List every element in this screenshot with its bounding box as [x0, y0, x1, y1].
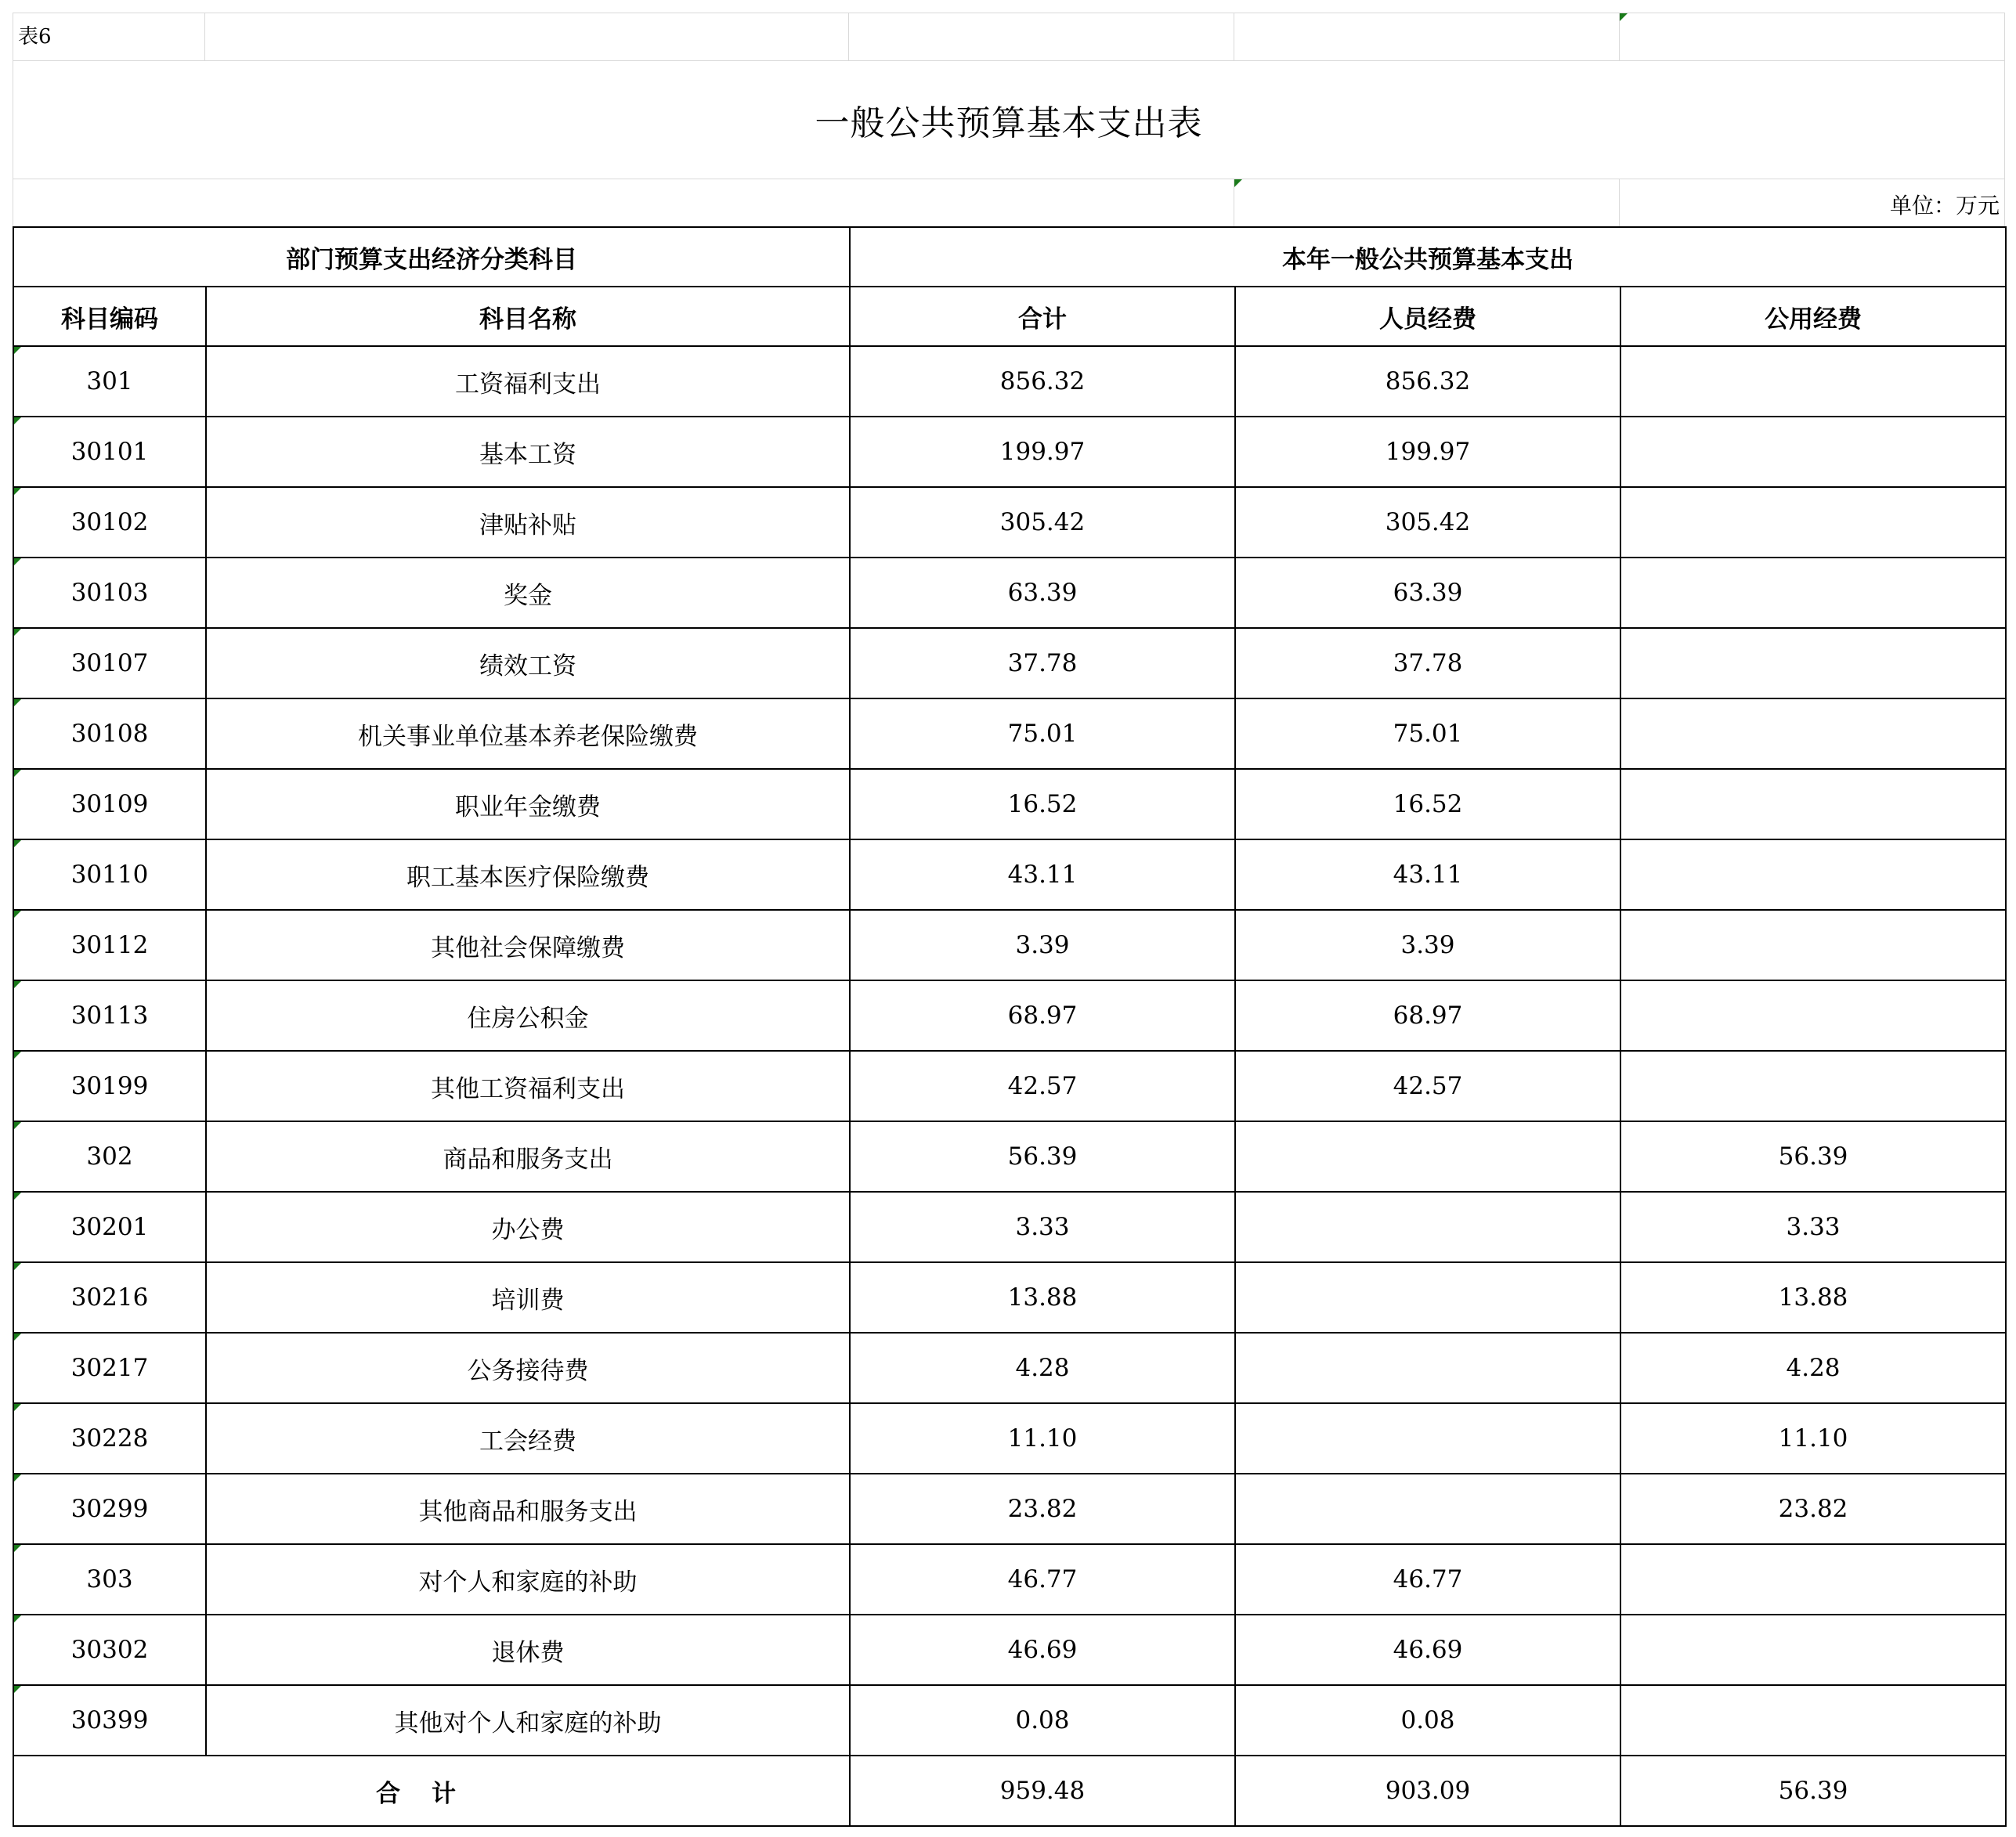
cell-personnel[interactable]: [1235, 1685, 1620, 1756]
cell-total[interactable]: [850, 346, 1235, 417]
cell-personnel[interactable]: [1235, 558, 1620, 628]
expenditure-table: [13, 226, 2007, 1827]
table-row: [13, 980, 2006, 1051]
total-text: 0.08: [1015, 1706, 1070, 1734]
cell-name[interactable]: [206, 839, 850, 910]
cell-public[interactable]: [1620, 346, 2006, 417]
empty-cell[interactable]: [1234, 13, 1620, 60]
name-text: 津贴补贴: [479, 511, 576, 540]
cell-code[interactable]: [13, 1615, 206, 1685]
cell-note-marker-icon: [14, 1193, 21, 1200]
cell-name[interactable]: [206, 910, 850, 980]
cell-code[interactable]: [13, 417, 206, 487]
table-row: [13, 558, 2006, 628]
code-text: 302: [86, 1142, 133, 1171]
personnel-text: 42.57: [1393, 1072, 1463, 1100]
table-row: [13, 1474, 2006, 1544]
name-text: 其他对个人和家庭的补助: [394, 1709, 662, 1738]
cell-public[interactable]: [1620, 980, 2006, 1051]
cell-name[interactable]: [206, 1333, 850, 1403]
totals-row: [13, 1756, 2006, 1826]
cell-note-marker-icon: [14, 1615, 21, 1622]
total-text: 305.42: [999, 508, 1086, 536]
name-text: 绩效工资: [479, 651, 576, 680]
cell-name[interactable]: [206, 487, 850, 558]
code-text: 30217: [70, 1354, 149, 1382]
table-row: [13, 1403, 2006, 1474]
cell-public[interactable]: [1620, 1403, 2006, 1474]
cell-note-marker-icon: [14, 699, 21, 706]
cell-name[interactable]: [206, 1262, 850, 1333]
cell-total[interactable]: [850, 558, 1235, 628]
header-total[interactable]: 合计: [850, 287, 1235, 346]
name-text: 办公费: [491, 1215, 565, 1244]
total-text: 43.11: [1007, 861, 1078, 889]
cell-note-marker-icon: [14, 1263, 21, 1270]
cell-total[interactable]: [850, 839, 1235, 910]
total-text: 75.01: [1007, 720, 1078, 748]
cell-code[interactable]: [13, 980, 206, 1051]
cell-note-marker-icon: [14, 629, 21, 636]
unit-row: [13, 179, 2005, 226]
cell-name[interactable]: [206, 1685, 850, 1756]
totals-total[interactable]: 959.48: [850, 1756, 1235, 1826]
table-row: [13, 1333, 2006, 1403]
code-text: 30112: [70, 931, 149, 959]
cell-public[interactable]: [1620, 1474, 2006, 1544]
cell-name[interactable]: [206, 558, 850, 628]
cell-code[interactable]: [13, 1333, 206, 1403]
cell-code[interactable]: [13, 1192, 206, 1262]
cell-code[interactable]: [13, 1051, 206, 1121]
code-text: 30102: [70, 508, 149, 536]
cell-note-marker-icon: [14, 1122, 21, 1129]
code-text: 30299: [70, 1495, 149, 1523]
cell-note-marker-icon: [14, 347, 21, 354]
cell-total[interactable]: [850, 1192, 1235, 1262]
cell-note-marker-icon: [14, 840, 21, 847]
title-row[interactable]: [13, 61, 2005, 179]
cell-note-marker-icon: [14, 1545, 21, 1552]
cell-code[interactable]: [13, 1121, 206, 1192]
cell-note-marker-icon: [14, 1474, 21, 1482]
table-row: [13, 628, 2006, 698]
cell-note-marker-icon: [1620, 13, 1628, 21]
table-row: [13, 769, 2006, 839]
cell-code[interactable]: [13, 769, 206, 839]
cell-personnel[interactable]: [1235, 1474, 1620, 1544]
cell-total[interactable]: [850, 1685, 1235, 1756]
personnel-text: 63.39: [1393, 579, 1463, 607]
total-text: 3.39: [1015, 931, 1070, 959]
code-text: 30199: [70, 1072, 149, 1100]
table-row: [13, 1615, 2006, 1685]
cell-public[interactable]: [1620, 1051, 2006, 1121]
personnel-text: 856.32: [1385, 367, 1471, 395]
cell-total[interactable]: [850, 1333, 1235, 1403]
cell-public[interactable]: [1620, 1615, 2006, 1685]
cell-note-marker-icon: [1234, 179, 1242, 187]
cell-code[interactable]: [13, 1474, 206, 1544]
total-text: 37.78: [1007, 649, 1078, 677]
cell-personnel[interactable]: [1235, 1192, 1620, 1262]
cell-name[interactable]: [206, 1544, 850, 1615]
sheet-label-cell[interactable]: [13, 13, 205, 60]
cell-note-marker-icon: [14, 1686, 21, 1693]
name-text: 工会经费: [479, 1427, 576, 1456]
cell-name[interactable]: [206, 1403, 850, 1474]
cell-total[interactable]: [850, 628, 1235, 698]
cell-public[interactable]: [1620, 1121, 2006, 1192]
cell-total[interactable]: [850, 487, 1235, 558]
cell-public[interactable]: [1620, 910, 2006, 980]
totals-public[interactable]: 56.39: [1620, 1756, 2006, 1826]
name-text: 其他商品和服务支出: [418, 1497, 638, 1526]
total-text: 4.28: [1015, 1354, 1070, 1382]
code-text: 301: [86, 367, 133, 395]
table-row: [13, 698, 2006, 769]
cell-total[interactable]: [850, 1474, 1235, 1544]
header-public[interactable]: 公用经费: [1620, 287, 2006, 346]
cell-code[interactable]: [13, 1544, 206, 1615]
header-column-row: [13, 287, 2006, 346]
cell-name[interactable]: [206, 346, 850, 417]
total-text: 63.39: [1007, 579, 1078, 607]
personnel-text: 0.08: [1400, 1706, 1455, 1734]
cell-public[interactable]: [1620, 1333, 2006, 1403]
total-text: 856.32: [999, 367, 1086, 395]
personnel-text: 68.97: [1393, 1002, 1463, 1030]
name-text: 其他社会保障缴费: [431, 933, 625, 962]
name-text: 工资福利支出: [455, 370, 601, 399]
cell-name[interactable]: [206, 769, 850, 839]
total-text: 68.97: [1007, 1002, 1078, 1030]
public-text: 3.33: [1786, 1213, 1841, 1241]
table-row: [13, 1685, 2006, 1756]
cell-total[interactable]: [850, 417, 1235, 487]
cell-public[interactable]: [1620, 1685, 2006, 1756]
name-text: 奖金: [504, 581, 552, 610]
cell-total[interactable]: [850, 1544, 1235, 1615]
cell-personnel[interactable]: [1235, 839, 1620, 910]
cell-name[interactable]: [206, 417, 850, 487]
unit-label: 单位：万元: [1889, 193, 2000, 218]
cell-personnel[interactable]: [1235, 487, 1620, 558]
code-text: 30107: [70, 649, 149, 677]
total-text: 13.88: [1007, 1283, 1078, 1312]
header-economic-category[interactable]: 部门预算支出经济分类科目: [13, 227, 850, 287]
cell-total[interactable]: [850, 698, 1235, 769]
cell-name[interactable]: [206, 1192, 850, 1262]
cell-code[interactable]: [13, 346, 206, 417]
cell-personnel[interactable]: [1235, 417, 1620, 487]
totals-label-text: 合计: [376, 1779, 487, 1808]
cell-note-marker-icon: [14, 1052, 21, 1059]
total-text: 46.77: [1007, 1565, 1078, 1593]
cell-personnel[interactable]: [1235, 1262, 1620, 1333]
cell-public[interactable]: [1620, 628, 2006, 698]
header-code[interactable]: 科目编码: [13, 287, 206, 346]
cell-code[interactable]: [13, 558, 206, 628]
name-text: 对个人和家庭的补助: [418, 1568, 638, 1597]
cell-code[interactable]: [13, 698, 206, 769]
table-row: [13, 1262, 2006, 1333]
cell-note-marker-icon: [14, 770, 21, 777]
cell-total[interactable]: [850, 1262, 1235, 1333]
header-name[interactable]: 科目名称: [206, 287, 850, 346]
sheet-label-row: [13, 13, 2005, 61]
cell-personnel[interactable]: [1235, 1051, 1620, 1121]
total-text: 11.10: [1007, 1424, 1078, 1453]
code-text: 30101: [70, 438, 149, 466]
cell-total[interactable]: [850, 1051, 1235, 1121]
header-group-row: [13, 227, 2006, 287]
totals-personnel[interactable]: 903.09: [1235, 1756, 1620, 1826]
empty-cell[interactable]: [1234, 179, 1620, 226]
cell-note-marker-icon: [14, 488, 21, 495]
empty-cell[interactable]: [1620, 13, 2005, 60]
code-text: 30109: [70, 790, 149, 818]
code-text: 30113: [70, 1002, 149, 1030]
name-text: 商品和服务支出: [443, 1145, 613, 1174]
total-text: 23.82: [1007, 1495, 1078, 1523]
cell-personnel[interactable]: [1235, 1333, 1620, 1403]
total-text: 3.33: [1015, 1213, 1070, 1241]
cell-public[interactable]: [1620, 417, 2006, 487]
cell-public[interactable]: [1620, 1262, 2006, 1333]
table-row: [13, 487, 2006, 558]
code-text: 30399: [70, 1706, 149, 1734]
total-text: 46.69: [1007, 1636, 1078, 1664]
cell-name[interactable]: [206, 1121, 850, 1192]
cell-code[interactable]: [13, 487, 206, 558]
personnel-text: 16.52: [1393, 790, 1463, 818]
public-text: 4.28: [1786, 1354, 1841, 1382]
name-text: 职业年金缴费: [455, 792, 601, 821]
name-text: 机关事业单位基本养老保险缴费: [358, 722, 698, 751]
code-text: 30108: [70, 720, 149, 748]
cell-total[interactable]: [850, 1403, 1235, 1474]
code-text: 30201: [70, 1213, 149, 1241]
cell-personnel[interactable]: [1235, 1403, 1620, 1474]
cell-personnel[interactable]: [1235, 1544, 1620, 1615]
cell-public[interactable]: [1620, 698, 2006, 769]
cell-public[interactable]: [1620, 1544, 2006, 1615]
public-text: 13.88: [1778, 1283, 1848, 1312]
name-text: 退休费: [491, 1638, 565, 1667]
unit-cell[interactable]: [1620, 179, 2005, 226]
cell-code[interactable]: [13, 1685, 206, 1756]
cell-name[interactable]: [206, 1615, 850, 1685]
cell-total[interactable]: [850, 910, 1235, 980]
cell-personnel[interactable]: [1235, 980, 1620, 1051]
cell-public[interactable]: [1620, 839, 2006, 910]
cell-name[interactable]: [206, 980, 850, 1051]
name-text: 住房公积金: [467, 1004, 589, 1033]
cell-total[interactable]: [850, 980, 1235, 1051]
table-row: [13, 1544, 2006, 1615]
name-text: 培训费: [491, 1286, 565, 1315]
code-text: 303: [86, 1565, 133, 1593]
cell-personnel[interactable]: [1235, 346, 1620, 417]
personnel-text: 46.77: [1393, 1565, 1463, 1593]
personnel-text: 37.78: [1393, 649, 1463, 677]
cell-note-marker-icon: [14, 1334, 21, 1341]
cell-personnel[interactable]: [1235, 628, 1620, 698]
name-text: 公务接待费: [467, 1356, 589, 1385]
cell-personnel[interactable]: [1235, 1121, 1620, 1192]
totals-label[interactable]: [13, 1756, 850, 1826]
cell-total[interactable]: [850, 769, 1235, 839]
cell-code[interactable]: [13, 628, 206, 698]
cell-note-marker-icon: [14, 1404, 21, 1411]
cell-code[interactable]: [13, 910, 206, 980]
cell-name[interactable]: [206, 1051, 850, 1121]
table-row: [13, 346, 2006, 417]
cell-name[interactable]: [206, 1474, 850, 1544]
cell-note-marker-icon: [14, 911, 21, 918]
total-text: 42.57: [1007, 1072, 1078, 1100]
personnel-text: 199.97: [1385, 438, 1471, 466]
public-text: 11.10: [1778, 1424, 1848, 1453]
code-text: 30110: [70, 861, 149, 889]
cell-personnel[interactable]: [1235, 1615, 1620, 1685]
name-text: 其他工资福利支出: [431, 1074, 625, 1103]
cell-public[interactable]: [1620, 1192, 2006, 1262]
cell-name[interactable]: [206, 698, 850, 769]
personnel-text: 43.11: [1393, 861, 1463, 889]
cell-public[interactable]: [1620, 487, 2006, 558]
cell-total[interactable]: [850, 1615, 1235, 1685]
table-row: [13, 1051, 2006, 1121]
total-text: 199.97: [999, 438, 1086, 466]
cell-total[interactable]: [850, 1121, 1235, 1192]
cell-code[interactable]: [13, 1403, 206, 1474]
cell-public[interactable]: [1620, 558, 2006, 628]
table-row: [13, 417, 2006, 487]
table-row: [13, 910, 2006, 980]
public-text: 56.39: [1778, 1142, 1848, 1171]
table-row: [13, 839, 2006, 910]
code-text: 30228: [70, 1424, 149, 1453]
cell-code[interactable]: [13, 1262, 206, 1333]
budget-sheet: [13, 13, 2005, 1827]
code-text: 30216: [70, 1283, 149, 1312]
cell-note-marker-icon: [14, 417, 21, 424]
empty-cell[interactable]: [205, 13, 849, 60]
personnel-text: 305.42: [1385, 508, 1471, 536]
table-row: [13, 1192, 2006, 1262]
code-text: 30302: [70, 1636, 149, 1664]
personnel-text: 3.39: [1400, 931, 1455, 959]
total-text: 16.52: [1007, 790, 1078, 818]
name-text: 基本工资: [479, 440, 576, 469]
cell-personnel[interactable]: [1235, 769, 1620, 839]
table-row: [13, 1121, 2006, 1192]
cell-note-marker-icon: [14, 558, 21, 565]
cell-code[interactable]: [13, 839, 206, 910]
empty-cell[interactable]: [13, 179, 1234, 226]
personnel-text: 46.69: [1393, 1636, 1463, 1664]
cell-personnel[interactable]: [1235, 910, 1620, 980]
code-text: 30103: [70, 579, 149, 607]
page-title: 一般公共预算基本支出表: [815, 103, 1203, 143]
header-personnel[interactable]: 人员经费: [1235, 287, 1620, 346]
public-text: 23.82: [1778, 1495, 1848, 1523]
sheet-label: 表6: [18, 25, 52, 49]
cell-note-marker-icon: [14, 981, 21, 988]
header-basic-expenditure[interactable]: 本年一般公共预算基本支出: [850, 227, 2006, 287]
personnel-text: 75.01: [1393, 720, 1463, 748]
empty-cell[interactable]: [849, 13, 1234, 60]
name-text: 职工基本医疗保险缴费: [406, 863, 649, 892]
cell-personnel[interactable]: [1235, 698, 1620, 769]
total-text: 56.39: [1007, 1142, 1078, 1171]
cell-public[interactable]: [1620, 769, 2006, 839]
cell-name[interactable]: [206, 628, 850, 698]
